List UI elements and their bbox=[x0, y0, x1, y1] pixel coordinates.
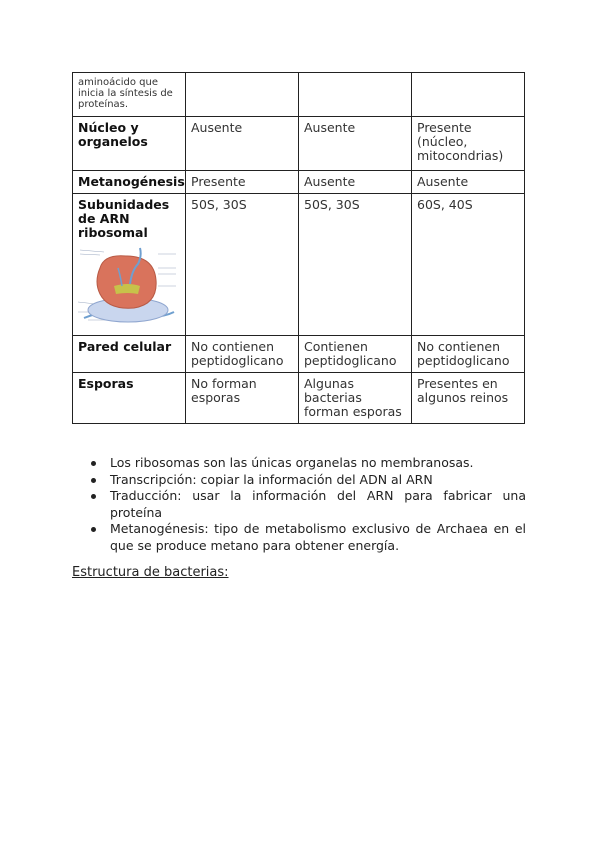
list-item bbox=[90, 521, 526, 554]
comparison-table bbox=[72, 72, 524, 424]
table-row bbox=[73, 117, 525, 171]
list-item bbox=[90, 472, 526, 489]
row-label-cell bbox=[73, 194, 186, 336]
table-cell: 50S, 30S bbox=[186, 194, 299, 336]
table-cell: No contienen peptidoglicano bbox=[412, 336, 525, 373]
bullet-icon bbox=[91, 527, 96, 532]
table-cell: 50S, 30S bbox=[299, 194, 412, 336]
row-label: Pared celular bbox=[73, 336, 186, 373]
list-item bbox=[90, 488, 526, 521]
table-cell: Presentes en algunos reinos bbox=[412, 373, 525, 424]
list-item-text: Transcripción: copiar la información del ADN al ARN bbox=[110, 471, 433, 487]
bullet-icon bbox=[91, 461, 96, 466]
table-cell: Algunas bacterias forman esporas bbox=[299, 373, 412, 424]
table-cell: Ausente bbox=[299, 171, 412, 194]
list-item-text: Traducción: usar la información del ARN para fabricar una proteína bbox=[110, 488, 526, 520]
table-cell: Ausente bbox=[412, 171, 525, 194]
trna-site bbox=[114, 284, 140, 294]
table-cell bbox=[186, 73, 299, 117]
table-cell bbox=[299, 73, 412, 117]
table-cell bbox=[412, 73, 525, 117]
section-title: Estructura de bacterias: bbox=[72, 565, 229, 580]
row-label: Metanogénesis bbox=[73, 171, 186, 194]
table-row bbox=[73, 73, 525, 117]
list-item-text: Los ribosomas son las únicas organelas no membranosas. bbox=[110, 455, 474, 470]
large-subunit bbox=[97, 256, 156, 308]
table-row bbox=[73, 171, 525, 194]
table-cell: Presente bbox=[186, 171, 299, 194]
row-label: Núcleo y organelos bbox=[73, 117, 186, 171]
bullet-icon bbox=[91, 494, 96, 499]
table-cell: 60S, 40S bbox=[412, 194, 525, 336]
list-item-text: Metanogénesis: tipo de metabolismo exclusivo de Archaea en el que se produce metano para obtener energía. bbox=[110, 521, 526, 553]
table-cell: Ausente bbox=[186, 117, 299, 171]
ribosome-illustration bbox=[78, 246, 178, 326]
table-cell: Presente (núcleo, mitocondrias) bbox=[412, 117, 525, 171]
bullet-list bbox=[90, 455, 526, 554]
table-row bbox=[73, 194, 525, 336]
row-label: Subunidades de ARN ribosomal bbox=[78, 197, 170, 240]
row-label: aminoácido que inicia la síntesis de proteínas. bbox=[73, 73, 186, 117]
table-cell: Contienen peptidoglicano bbox=[299, 336, 412, 373]
table-row bbox=[73, 373, 525, 424]
bullet-icon bbox=[91, 478, 96, 483]
table-cell: No contienen peptidoglicano bbox=[186, 336, 299, 373]
label-line bbox=[80, 250, 104, 252]
label-line bbox=[80, 254, 100, 255]
table-cell: No forman esporas bbox=[186, 373, 299, 424]
table-row bbox=[73, 336, 525, 373]
list-item bbox=[90, 455, 526, 472]
table-cell: Ausente bbox=[299, 117, 412, 171]
row-label: Esporas bbox=[73, 373, 186, 424]
